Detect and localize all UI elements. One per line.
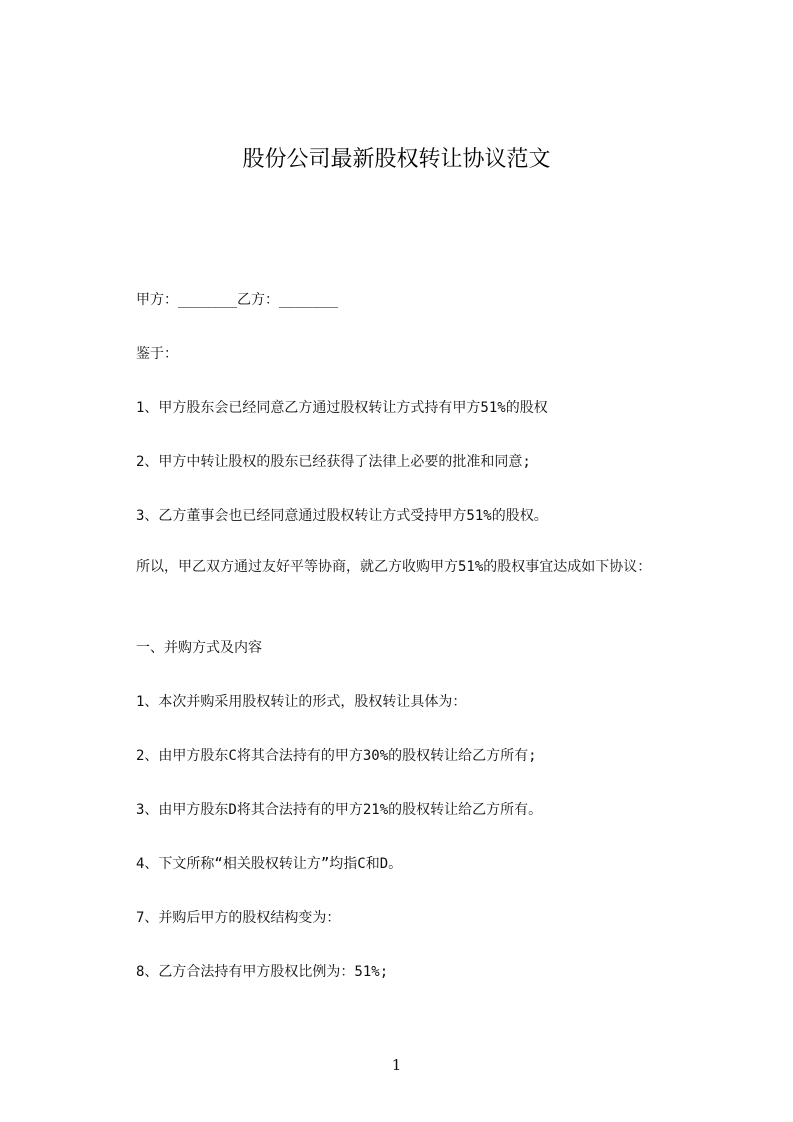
section-heading: 一、并购方式及内容 <box>136 640 262 656</box>
section-item: 4、下文所称“相关股权转让方”均指C和D。 <box>136 856 403 872</box>
document-title: 股份公司最新股权转让协议范文 <box>242 147 551 172</box>
section-item: 2、由甲方股东C将其合法持有的甲方30%的股权转让给乙方所有; <box>136 748 537 764</box>
whereas-label: 鉴于： <box>136 346 178 362</box>
page-number: 1 <box>391 1056 402 1074</box>
section-item: 7、并购后甲方的股权结构变为： <box>136 910 341 926</box>
section-item: 1、本次并购采用股权转让的形式，股权转让具体为： <box>136 694 467 710</box>
section-item: 3、由甲方股东D将其合法持有的甲方21%的股权转让给乙方所有。 <box>136 802 543 818</box>
recital-item: 3、乙方董事会也已经同意通过股权转让方式受持甲方51%的股权。 <box>136 508 548 524</box>
recital-item: 2、甲方中转让股权的股东已经获得了法律上必要的批准和同意; <box>136 454 531 470</box>
section-item: 8、乙方合法持有甲方股权比例为：51%; <box>136 964 389 980</box>
recital-item: 1、甲方股东会已经同意乙方通过股权转让方式持有甲方51%的股权 <box>136 400 548 416</box>
parties-line: 甲方：_______乙方：_______ <box>136 292 339 308</box>
agreement-intro-paragraph: 所以，甲乙双方通过友好平等协商，就乙方收购甲方51%的股权事宜达成如下协议： <box>136 559 652 575</box>
